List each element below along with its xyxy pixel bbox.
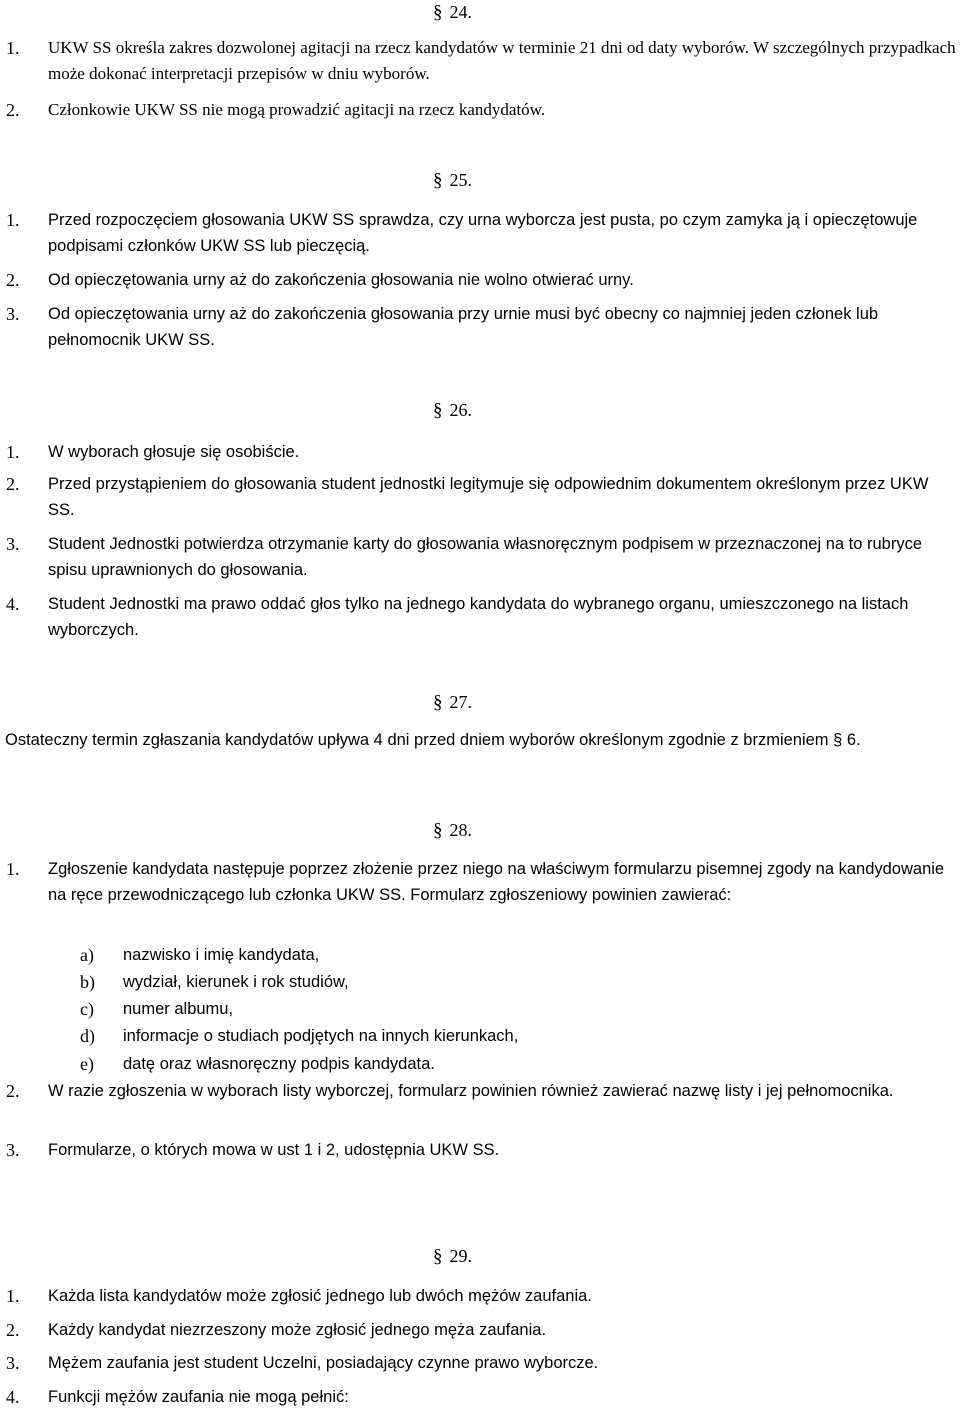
section-symbol: § [433, 692, 443, 713]
item-text: Przed przystąpieniem do głosowania student jednostki legitymuje się odpowiednim dokumentem określonym przez UKW SS. [48, 475, 929, 519]
section-symbol: § [433, 400, 443, 421]
section-number: 29. [449, 1246, 472, 1266]
item-number: 1. [6, 38, 20, 58]
item-number: 3. [6, 1353, 20, 1373]
section-heading-26 [433, 400, 472, 421]
item-text: Zgłoszenie kandydata następuje poprzez złożenie przez niego na właściwym formularzu pisemnej zgody na kandydowanie na ręce przewodniczącego lub członka UKW SS. Formularz zgłoszeniowy powinien zawierać: [48, 860, 945, 904]
item-number: 2. [6, 1081, 20, 1101]
section-heading-28 [433, 820, 472, 841]
section-heading-25 [433, 170, 472, 191]
sub-item-letter: e) [80, 1054, 94, 1074]
item-text: UKW SS określa zakres dozwolonej agitacji na rzecz kandydatów w terminie 21 dni od daty wyborów. W szczególnych przypadkach może dokonać interpretacji przepisów w dniu wyborów. [48, 38, 956, 83]
sub-item-text: nazwisko i imię kandydata, [123, 946, 320, 964]
section-heading-29 [433, 1246, 472, 1267]
paragraph: Ostateczny termin zgłaszania kandydatów upływa 4 dni przed dniem wyborów określonym zgodnie z brzmieniem § 6. [5, 731, 861, 749]
section-symbol: § [433, 1246, 443, 1267]
item-text: Formularze, o których mowa w ust 1 i 2, udostępnia UKW SS. [48, 1141, 500, 1159]
item-number: 3. [6, 534, 20, 554]
item-text: Od opieczętowania urny aż do zakończenia głosowania nie wolno otwierać urny. [48, 271, 634, 289]
item-text: W wyborach głosuje się osobiście. [48, 443, 300, 461]
section-number: 26. [449, 400, 472, 420]
sub-item-text: wydział, kierunek i rok studiów, [123, 973, 349, 991]
item-number: 1. [6, 442, 20, 462]
item-text: Każda lista kandydatów może zgłosić jednego lub dwóch mężów zaufania. [48, 1287, 592, 1305]
sub-item-text: informacje o studiach podjętych na innych kierunkach, [123, 1027, 519, 1045]
item-number: 4. [6, 1387, 20, 1407]
item-text: Student Jednostki potwierdza otrzymanie karty do głosowania własnoręcznym podpisem w przeznaczonej na to rubryce spisu uprawnionych do głosowania. [48, 535, 923, 579]
section-number: 25. [449, 170, 472, 190]
section-symbol: § [433, 820, 443, 841]
item-number: 2. [6, 1320, 20, 1340]
sub-item-letter: c) [80, 999, 94, 1019]
sub-item-text: datę oraz własnoręczny podpis kandydata. [123, 1055, 435, 1073]
sub-item-text: numer albumu, [123, 1000, 234, 1018]
item-number: 1. [6, 859, 20, 879]
item-number: 4. [6, 594, 20, 614]
item-number: 2. [6, 270, 20, 290]
sub-item-letter: a) [80, 945, 94, 965]
item-text: Przed rozpoczęciem głosowania UKW SS sprawdza, czy urna wyborcza jest pusta, po czym zamyka ją i opieczętowuje podpisami członków UKW SS lub pieczęcią. [48, 211, 918, 255]
section-number: 27. [449, 692, 472, 712]
section-symbol: § [433, 2, 443, 23]
item-text: Każdy kandydat niezrzeszony może zgłosić jednego męża zaufania. [48, 1321, 547, 1339]
section-symbol: § [433, 170, 443, 191]
item-number: 1. [6, 1286, 20, 1306]
item-text: Student Jednostki ma prawo oddać głos tylko na jednego kandydata do wybranego organu, umieszczonego na listach wyborczych. [48, 595, 909, 639]
section-heading-27 [433, 692, 472, 713]
section-number: 28. [449, 820, 472, 840]
item-number: 2. [6, 100, 20, 120]
item-text: W razie zgłoszenia w wyborach listy wyborczej, formularz powinien również zawierać nazwę listy i jej pełnomocnika. [48, 1082, 894, 1100]
item-text: Funkcji mężów zaufania nie mogą pełnić: [48, 1388, 349, 1406]
item-text: Od opieczętowania urny aż do zakończenia głosowania przy urnie musi być obecny co najmniej jeden członek lub pełnomocnik UKW SS. [48, 305, 879, 349]
section-heading-24 [433, 2, 472, 23]
item-text: Mężem zaufania jest student Uczelni, posiadający czynne prawo wyborcze. [48, 1354, 599, 1372]
item-number: 3. [6, 1140, 20, 1160]
item-text: Członkowie UKW SS nie mogą prowadzić agitacji na rzecz kandydatów. [48, 100, 546, 119]
sub-item-letter: b) [80, 972, 95, 992]
section-number: 24. [449, 2, 472, 22]
sub-item-letter: d) [80, 1026, 95, 1046]
item-number: 2. [6, 474, 20, 494]
item-number: 3. [6, 304, 20, 324]
item-number: 1. [6, 210, 20, 230]
